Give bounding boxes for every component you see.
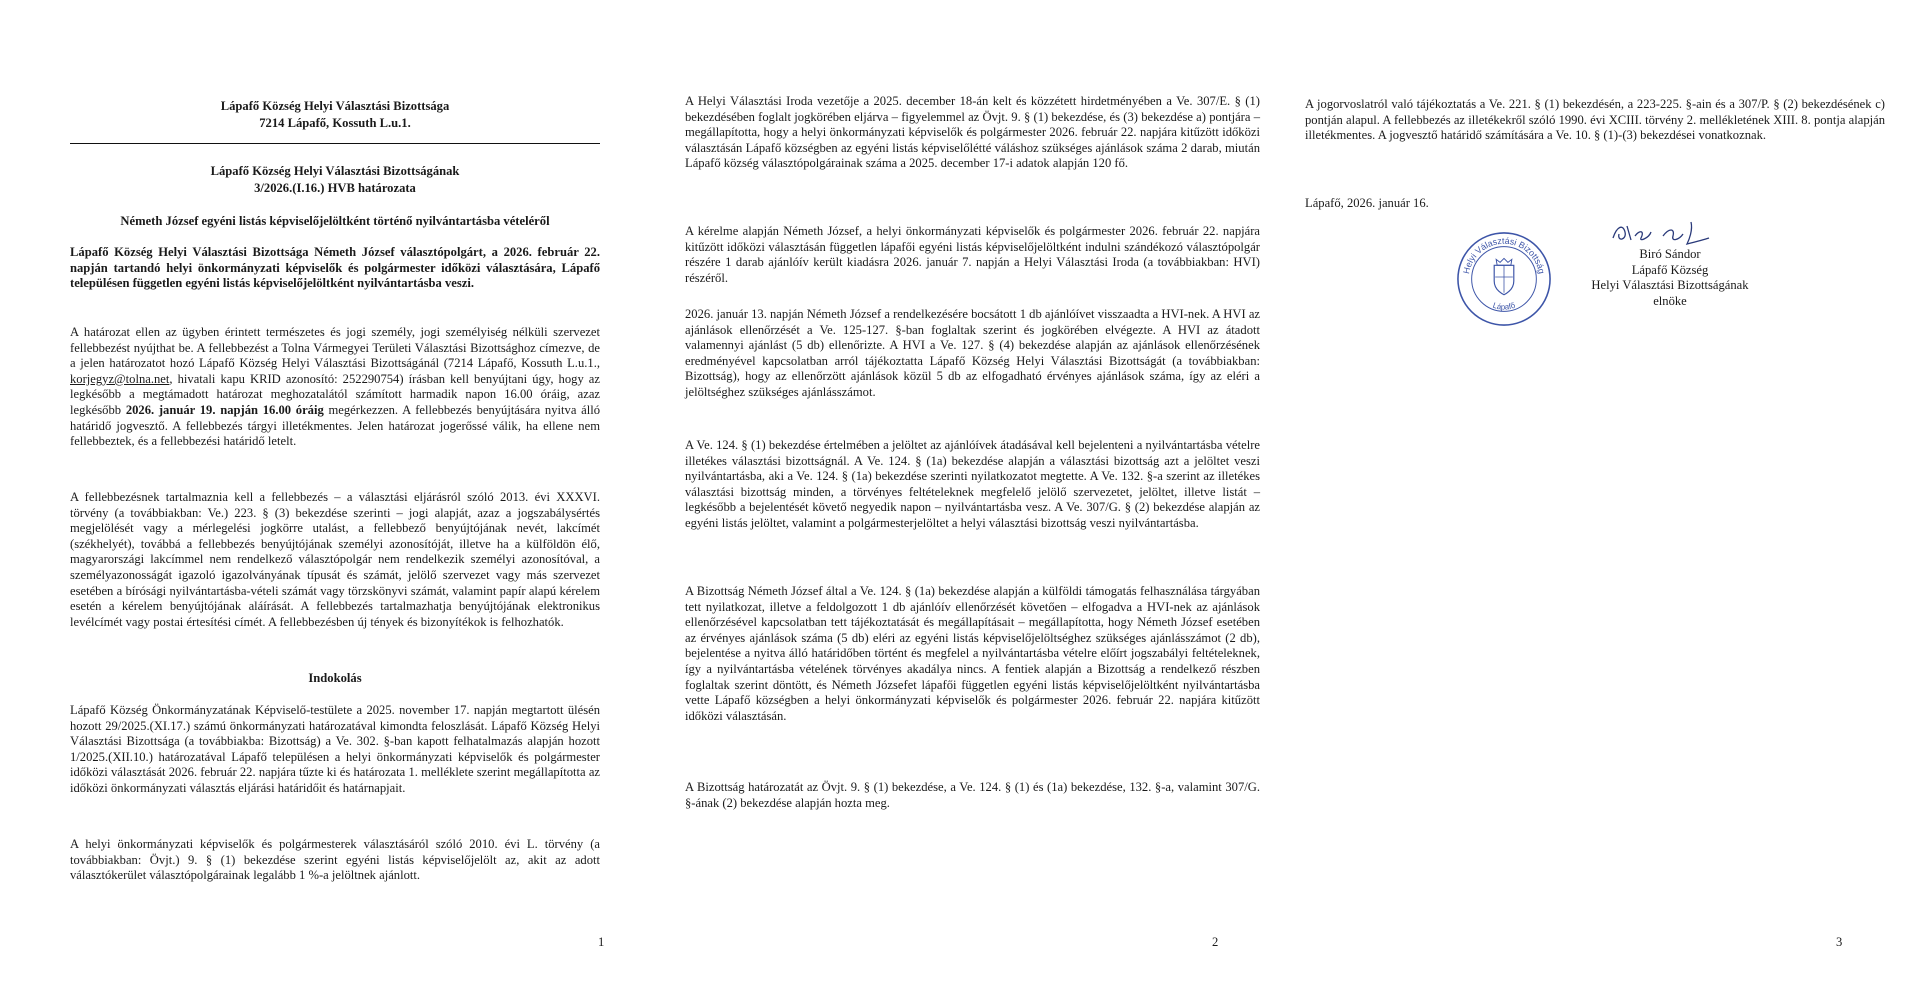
page2-paragraph-3: 2026. január 13. napján Németh József a rendelkezésére bocsátott 1 db ajánlóívet visszaadta a HVI-nek. A HVI az ajánlások ellenőrzését a Ve. 125-127. §-ban foglaltak szerint és jogkörében elvégezte. A HVI az átadott valamennyi ajánlást (5 db) ellenőrizte. A HVI a Ve. 127. § (4) bekezdése alapján az ajánlások ellenőrzésének eredményével kapcsolatban arról tájékoztatta Lápafő Község Helyi Választási Bizottságát (a továbbiakban: Bizottság), hogy az ellenőrzött ajánlások közül 5 db az elfogadható érvényes ajánlások száma, így az eléri a jelöltséghez szükséges ajánlásszámot. bbox=[685, 307, 1260, 399]
appeal-contents-paragraph: A fellebbezésnek tartalmaznia kell a fellebbezés – a választási eljárásról szóló 2013. évi XXXVI. törvény (a továbbiakban: Ve.) 223. § (3) bekezdése szerinti – jogi alapját, azaz a jogszabálysértés megjelölését vagy a mérlegelési jogkörre utalást, a fellebbező benyújtójának nevét, lakcímét (székhelyét), továbbá a fellebbezés benyújtójának személyi azonosítóját, illetve ha a külföldön élő, magyarországi lakcímmel nem rendelkező választópolgár nem rendelkezik személyi azonosítóval, a személyazonosságát igazoló igazolványának típusát és számát, jelölő szervezet vagy más szervezet esetében a bírósági nyilvántartásba-vételi számát vagy törzskönyvi számát, valamint papír alapú kérelem esetén a kérelem benyújtójának aláírását. A fellebbezés tartalmazhatja benyújtójának elektronikus levélcímét vagy postai értesítési címét. A fellebbezésben új tények és bizonyítékok is felhozhatók. bbox=[70, 490, 600, 629]
document-page-1 bbox=[0, 0, 640, 991]
stamp-ring-text: Helyi Választási Bizottság bbox=[1461, 235, 1547, 275]
signer-name: Biró Sándor bbox=[1639, 247, 1701, 261]
place-and-date: Lápafő, 2026. január 16. bbox=[1305, 196, 1429, 210]
page-number-3: 3 bbox=[1836, 935, 1843, 949]
signer-role: elnöke bbox=[1653, 293, 1687, 308]
email-link[interactable]: korjegyz@tolna.net bbox=[70, 371, 170, 386]
resolution-subject: Németh József egyéni listás képviselőjelöltként történő nyilvántartásba vételéről bbox=[120, 214, 550, 228]
handwritten-signature bbox=[1605, 218, 1715, 248]
page2-paragraph-5: A Bizottság Németh József által a Ve. 124. § (1a) bekezdése alapján a külföldi támogatás felhasználása tárgyában tett nyilatkozat, illetve a feldolgozott 1 db ajánlóív ellenőrzését követően – elfogadva a HVI-nek az ajánlások ellenőrzésével kapcsolatban tett tájékoztatását és megállapításait – megállapította, hogy Németh József esetében az érvényes ajánlások száma (5 db) eléri az egyéni listás képviselőjelöltséghez szükséges ajánlásszámot (2 db), bejelentése a nyitva álló határidőben történt és megfelel a nyilvántartásba vételre előírt jogszabályi feltételeknek, így a nyilvántartásba vételének törvényes akadálya nincs. A fentiek alapján a Bizottság a rendelkező részben foglaltak szerint döntött, és Németh Józsefet lápafői független egyéni listás képviselőjelöltként nyilvántartásba vette Lápafő községben a helyi önkormányzati képviselők és polgármester 2026. február 22. napjára kitűzött időközi választásán. bbox=[685, 584, 1260, 723]
appeal-text-a: A határozat ellen az ügyben érintett természetes és jogi személy, jogi személyiség nélküli szervezet fellebbezést nyújthat be. A fellebbezést a Tolna Vármegyei Területi Választási Bizottsághoz címezve, de a jelen határozatot hozó Lápafő Község Helyi Választási Bizottságánál (7214 Lápafő, Kossuth L.u.1., bbox=[70, 325, 600, 371]
appeal-text-b: , hivatali kapu KRID azonosító: 252290754) írásban kell benyújtani úgy, hogy az legkésőbb a megtámadott határozat meghozatalától számított harmadik napon 16.00 óráig, azaz legkésőbb bbox=[70, 371, 600, 417]
appeal-paragraph bbox=[70, 325, 600, 450]
signer-org-line1: Lápafő Község bbox=[1631, 262, 1709, 277]
page2-paragraph-1: A Helyi Választási Iroda vezetője a 2025. december 18-án kelt és közzétett hirdetményében a Ve. 307/E. § (1) bekezdésében foglalt jogkörében eljárva – figyelemmel az Övjt. 9. § (1) bekezdése, és (3) bekezdése a) pontjára – megállapította, hogy a helyi önkormányzati képviselők és polgármester 2026. február 22. napjára kitűzött időközi választásán Lápafő községben az egyéni listás képviselőlétté váláshoz szükséges ajánlások száma 2 darab, miután Lápafő község választópolgárainak száma a 2025. december 17-i adatok alapján 120 fő. bbox=[685, 94, 1260, 171]
document-page-2 bbox=[640, 0, 1280, 991]
appeal-deadline: 2026. január 19. napján 16.00 óráig bbox=[125, 402, 324, 417]
coat-of-arms-icon bbox=[1494, 258, 1514, 294]
resolution-title-line2: 3/2026.(I.16.) HVB határozata bbox=[254, 181, 416, 195]
reasoning-heading: Indokolás bbox=[308, 671, 362, 685]
issuer-name: Lápafő Község Helyi Választási Bizottsága bbox=[220, 99, 450, 113]
header-divider bbox=[70, 143, 600, 144]
resolution-title-line1: Lápafő Község Helyi Választási Bizottságának bbox=[210, 164, 460, 178]
page-number-2: 2 bbox=[1212, 935, 1219, 949]
stamp-bottom-text: Lápafő bbox=[1491, 300, 1517, 312]
issuer-address: 7214 Lápafő, Kossuth L.u.1. bbox=[259, 116, 411, 130]
decision-paragraph: Lápafő Község Helyi Választási Bizottsága Németh József választópolgárt, a 2026. február 22. napján tartandó helyi önkormányzati képviselők és polgármester időközi választására, Lápafő településen független egyéni listás képviselőjelöltként nyilvántartásba veszi. bbox=[70, 245, 600, 291]
page-number-1: 1 bbox=[598, 935, 605, 949]
signer-org-line2: Helyi Választási Bizottságának bbox=[1591, 278, 1749, 293]
reasoning-paragraph-1: Lápafő Község Önkormányzatának Képviselő-testülete a 2025. november 17. napján megtartott ülésén hozott 29/2025.(XI.17.) számú önkormányzati határozatával kimondta feloszlását. Lápafő Község Helyi Választási Bizottsága (a továbbiakba: Bizottság) a Ve. 302. §-ban kapott felhatalmazás alapján hozott 1/2025.(XII.10.) határozatával Lápafő településen a helyi önkormányzati képviselők és polgármester időközi választását 2026. február 22. napjára tűzte ki és határozata 1. melléklete szerint megállapította az időközi önkormányzati választás eljárási határidőit és határnapjait. bbox=[70, 703, 600, 795]
legal-remedy-paragraph: A jogorvoslatról való tájékoztatás a Ve. 221. § (1) bekezdésén, a 223-225. §-ain és a 307/P. § (2) bekezdésének c) pontján alapul. A fellebbezés az illetékekről szóló 1990. évi XCIII. törvény 2. mellékletének XIII. 8. pontja alapján illetékmentes. A jogvesztő határidő számítására a Ve. 10. § (1)-(3) bekezdései vonatkoznak. bbox=[1305, 97, 1885, 143]
appeal-text-c: megérkezzen. A fellebbezés benyújtására nyitva álló határidő jogvesztő. A fellebbezés tárgyi illetékmentes. Jelen határozat jogerőssé válik, ha ellene nem fellebbeztek, és a fellebbezési határidő letelt. bbox=[70, 402, 601, 449]
page2-paragraph-6: A Bizottság határozatát az Övjt. 9. § (1) bekezdése, a Ve. 124. § (1) és (1a) bekezdése, 132. §-a, valamint 307/G. §-ának (2) bekezdése alapján hozta meg. bbox=[685, 780, 1260, 810]
page2-paragraph-2: A kérelme alapján Németh József, a helyi önkormányzati képviselők és polgármester 2026. február 22. napjára kitűzött időközi választásán független lápafői egyéni listás képviselőjelöltként indulni szándékozó választópolgár részére 1 darab ajánlóív került kiadásra 2026. január 7. napján a Helyi Választási Iroda (a továbbiakban: HVI) részéről. bbox=[685, 224, 1260, 285]
reasoning-paragraph-2: A helyi önkormányzati képviselők és polgármesterek választásáról szóló 2010. évi L. törvény (a továbbiakban: Övjt.) 9. § (1) bekezdése szerint egyéni listás képviselőjelölt az, akit az adott választókerület választópolgárainak legalább 1 %-a jelöltnek ajánlott. bbox=[70, 837, 600, 883]
signature-block bbox=[1565, 247, 1775, 309]
document-page-3 bbox=[1280, 0, 1920, 991]
official-stamp bbox=[1455, 230, 1553, 328]
page2-paragraph-4: A Ve. 124. § (1) bekezdése értelmében a jelöltet az ajánlóívek átadásával kell bejelenteni a nyilvántartásba vételre illetékes választási bizottságnál. A Ve. 124. § (1a) bekezdése alapján a választási bizottság azt a jelöltet veszi nyilvántartásba, aki a Ve. 124. § (1a) bekezdése szerinti nyilatkozatot megtette. A Ve. 132. §-a szerint az illetékes választási bizottság minden, a törvényes feltételeknek megfelelő jelölő szervezetet, jelöltet, illetve listát – legkésőbb a bejelentését követő negyedik napon – nyilvántartásba vesz. A Ve. 307/G. § (2) bekezdése alapján az egyéni listás jelöltet, valamint a polgármesterjelöltet a helyi választási bizottság veszi nyilvántartásba. bbox=[685, 438, 1260, 530]
